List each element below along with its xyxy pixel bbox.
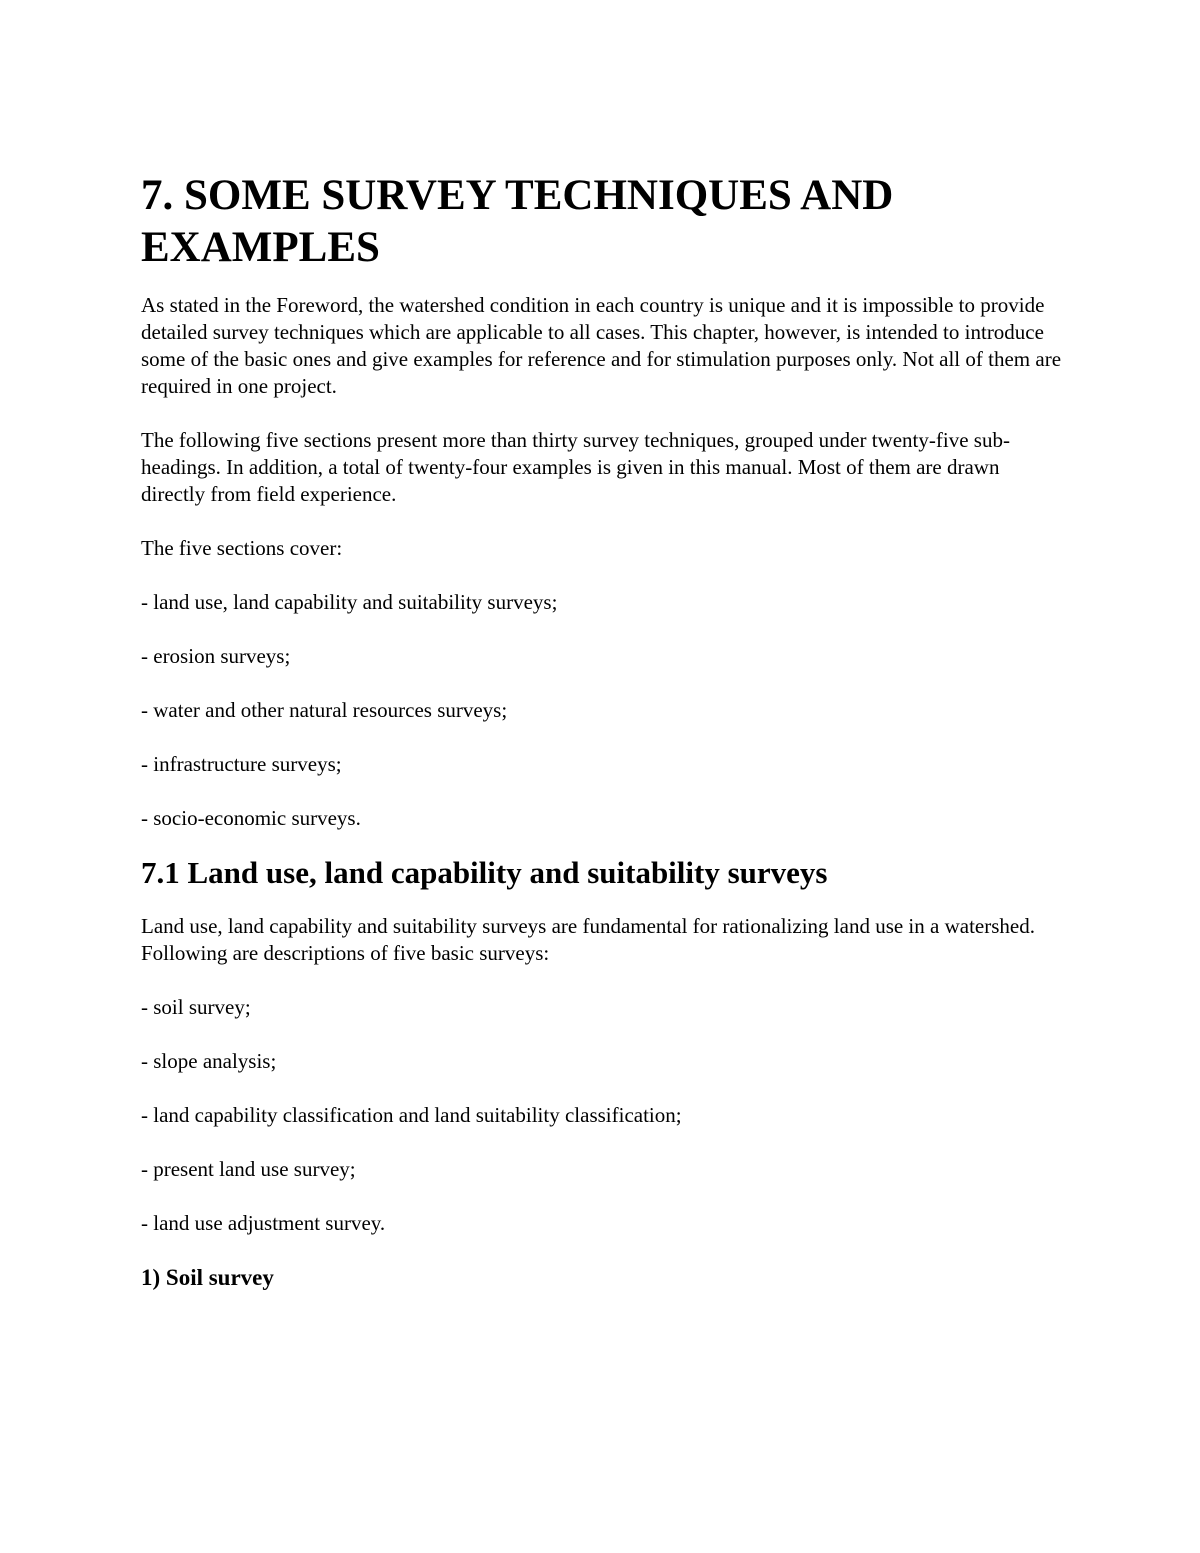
list-item: - water and other natural resources surveys; bbox=[141, 698, 508, 722]
list-item: - land use adjustment survey. bbox=[141, 1211, 386, 1235]
list-item: - soil survey; bbox=[141, 995, 251, 1019]
list-item: - erosion surveys; bbox=[141, 644, 291, 668]
section-heading: 7.1 Land use, land capability and suitability surveys bbox=[141, 855, 828, 890]
list-item: - infrastructure surveys; bbox=[141, 752, 342, 776]
list-item: - present land use survey; bbox=[141, 1157, 356, 1181]
sections-cover-label: The five sections cover: bbox=[141, 536, 343, 560]
chapter-title: 7. SOME SURVEY TECHNIQUES AND EXAMPLES bbox=[141, 172, 894, 271]
section-intro-paragraph: Land use, land capability and suitability surveys are fundamental for rationalizing land use in a watershed. Following are descriptions of five basic surveys: bbox=[141, 914, 1035, 965]
list-item: - slope analysis; bbox=[141, 1049, 277, 1073]
surveys-list bbox=[141, 994, 1061, 1237]
list-item: - socio-economic surveys. bbox=[141, 806, 361, 830]
subsection-heading: 1) Soil survey bbox=[141, 1265, 274, 1290]
list-item: - land use, land capability and suitability surveys; bbox=[141, 590, 558, 614]
intro-paragraph: As stated in the Foreword, the watershed condition in each country is unique and it is impossible to provide detailed survey techniques which are applicable to all cases. This chapter, however, is intended to introduce some of the basic ones and give examples for reference and for stimulation purposes only. Not all of them are required in one project. bbox=[141, 293, 1062, 398]
document-page bbox=[141, 170, 1061, 1292]
sections-overview-paragraph: The following five sections present more than thirty survey techniques, grouped under twenty-five sub-headings. In addition, a total of twenty-four examples is given in this manual. Most of them are drawn directly from field experience. bbox=[141, 428, 1010, 506]
list-item: - land capability classification and land suitability classification; bbox=[141, 1103, 682, 1127]
sections-list bbox=[141, 589, 1061, 832]
